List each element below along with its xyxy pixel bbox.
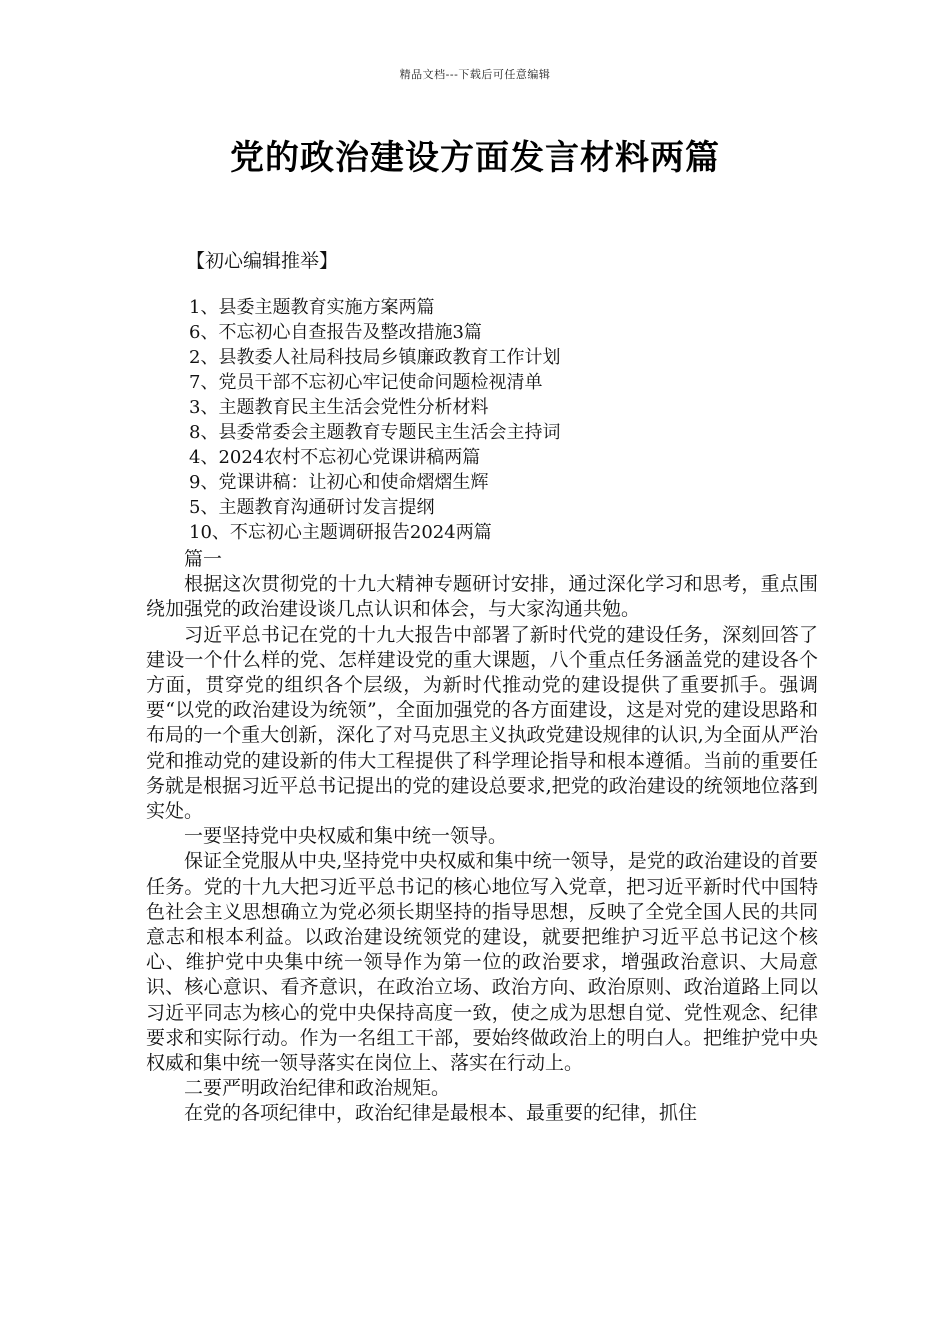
section-heading: 一要坚持党中央权威和集中统一领导。 [184, 825, 508, 848]
recommend-item: 1、县委主题教育实施方案两篇 [189, 297, 435, 318]
recommend-item: 6、不忘初心自查报告及整改措施3篇 [189, 322, 482, 343]
section-heading: 二要严明政治纪律和政治规矩。 [184, 1077, 451, 1100]
recommend-item: 9、党课讲稿：让初心和使命熠熠生辉 [189, 472, 489, 493]
paragraph: 习近平总书记在党的十九大报告中部署了新时代党的建设任务，深刻回答了建设一个什么样的党、怎样建设党的重大课题，八个重点任务涵盖党的建设各个方面，贯穿党的组织各个层级，为新时代推动党的建设提供了重要抓手。强调要“以党的政治建设为统领”，全面加强党的各方面建设，这是对党的建设思路和布局的一个重大创新，深化了对马克思主义执政党建设规律的认识,为全面从严治党和推动党的建设新的伟大工程提供了科学理论指导和根本遵循。当前的重要任务就是根据习近平总书记提出的党的建设总要求,把党的政治建设的统领地位落到实处。 [146, 623, 818, 823]
recommend-item: 8、县委常委会主题教育专题民主生活会主持词 [189, 422, 561, 443]
recommend-item: 5、主题教育沟通研讨发言提纲 [189, 497, 435, 518]
paragraph: 根据这次贯彻党的十九大精神专题研讨安排，通过深化学习和思考，重点围绕加强党的政治建设谈几点认识和体会，与大家沟通共勉。 [146, 573, 818, 621]
paragraph: 在党的各项纪律中，政治纪律是最根本、最重要的纪律，抓住 [184, 1102, 698, 1125]
recommend-item: 4、2024农村不忘初心党课讲稿两篇 [189, 447, 481, 468]
body-text [146, 547, 818, 1127]
document-title: 党的政治建设方面发言材料两篇 [230, 138, 720, 178]
paragraph: 保证全党服从中央,坚持党中央权威和集中统一领导，是党的政治建设的首要任务。党的十九大把习近平总书记的核心地位写入党章，把习近平新时代中国特色社会主义思想确立为党必须长期坚持的指导思想，反映了全党全国人民的共同意志和根本利益。以政治建设统领党的建设，就要把维护习近平总书记这个核心、维护党中央集中统一领导作为第一位的政治要求，增强政治意识、大局意识、核心意识、看齐意识，在政治立场、政治方向、政治原则、政治道路上同以习近平同志为核心的党中央保持高度一致，使之成为思想自觉、党性观念、纪律要求和实际行动。作为一名组工干部，要始终做政治上的明白人。把维护党中央权威和集中统一领导落实在岗位上、落实在行动上。 [146, 850, 818, 1075]
recommend-item: 3、主题教育民主生活会党性分析材料 [189, 397, 489, 418]
recommend-heading: 【初心编辑推举】 [186, 250, 339, 272]
recommend-item: 7、党员干部不忘初心牢记使命问题检视清单 [189, 372, 543, 393]
section-label: 篇一 [184, 548, 223, 570]
recommend-item: 2、县教委人社局科技局乡镇廉政教育工作计划 [189, 347, 561, 368]
recommend-item: 10、不忘初心主题调研报告2024两篇 [189, 522, 492, 543]
header-note: 精品文档---下载后可任意编辑 [399, 68, 551, 81]
recommend-list [189, 295, 560, 545]
